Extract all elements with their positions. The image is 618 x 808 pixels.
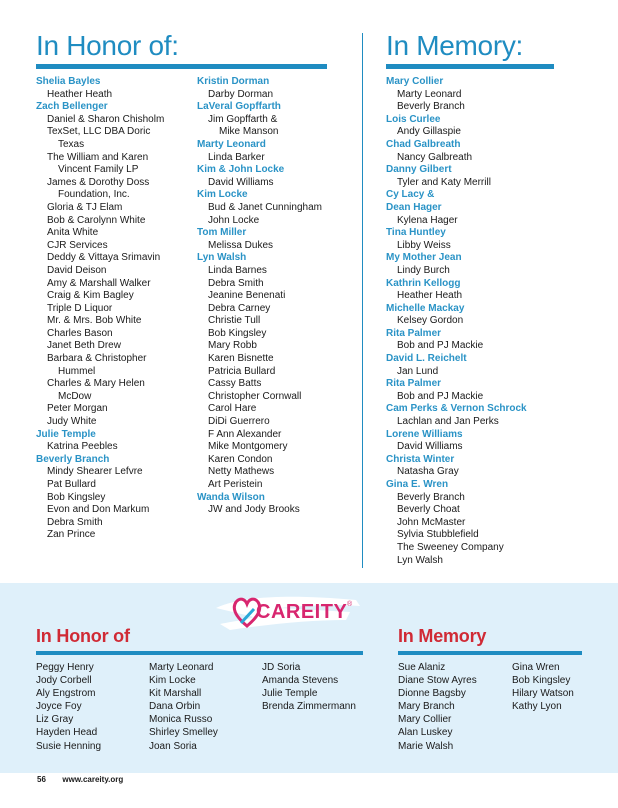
donor-name: Charles & Mary Helen — [47, 378, 145, 390]
donor-name: The William and Karen — [47, 151, 149, 163]
donor-name: Janet Beth Drew — [47, 340, 121, 352]
donor-name: Darby Dorman — [208, 88, 274, 100]
donor-name: Deddy & Vittaya Srimavin — [47, 252, 161, 264]
careity-list-item: Hilary Watson — [512, 688, 574, 700]
donor-name: Mindy Shearer Lefvre — [47, 466, 143, 478]
donor-name: Marty Leonard — [397, 88, 462, 100]
donor-name: Debra Smith — [47, 516, 103, 528]
donor-name: Debra Carney — [208, 302, 271, 314]
donor-name: Kylena Hager — [397, 214, 458, 226]
careity-list-item: Joan Soria — [149, 740, 197, 752]
careity-list-item: Brenda Zimmermann — [262, 701, 356, 713]
careity-list-item: Bob Kingsley — [512, 675, 571, 687]
donor-name: Patricia Bullard — [208, 365, 276, 377]
donor-name: James & Dorothy Doss — [47, 176, 150, 188]
donor-name: Linda Barker — [208, 151, 265, 163]
donor-name: Triple D Liquor — [47, 302, 113, 314]
donor-name: F Ann Alexander — [208, 428, 282, 440]
careity-honor-col-1 — [36, 661, 146, 753]
honor-column-2 — [197, 76, 357, 517]
donor-name: Beverly Branch — [397, 491, 465, 503]
careity-memory-col-1 — [398, 661, 510, 753]
careity-list-item: Amanda Stevens — [262, 675, 339, 687]
honoree-name: My Mother Jean — [386, 252, 462, 264]
donor-name: Lindy Burch — [397, 264, 450, 276]
honoree-name: David L. Reichelt — [386, 353, 467, 365]
careity-list-item: Aly Engstrom — [36, 688, 96, 700]
donor-name: Barbara & Christopher — [47, 353, 147, 365]
careity-honor-col-2 — [149, 661, 259, 753]
honoree-name: Kim & John Locke — [197, 164, 285, 176]
careity-list-item: Kathy Lyon — [512, 701, 562, 713]
page-footer — [37, 775, 123, 784]
donor-name: Bob and PJ Mackie — [397, 340, 484, 352]
donor-name: Jan Lund — [397, 365, 439, 377]
honoree-name: Kristin Dorman — [197, 76, 270, 87]
honoree-name: Kim Locke — [197, 189, 248, 201]
donor-name: DiDi Guerrero — [208, 416, 270, 428]
careity-list-item: Alan Luskey — [398, 727, 453, 739]
donor-name: Zan Prince — [47, 529, 96, 541]
honoree-name: Chad Galbreath — [386, 138, 461, 150]
careity-honor-title: In Honor of — [36, 626, 130, 646]
careity-list-item: Sue Alaniz — [398, 662, 446, 673]
honoree-name: Cam Perks & Vernon Schrock — [386, 403, 527, 415]
careity-logo — [210, 590, 362, 634]
donor-name: Andy Gillaspie — [397, 126, 461, 138]
careity-list-item: Gina Wren — [512, 662, 560, 673]
donor-name: Peter Morgan — [47, 403, 108, 415]
donor-name-continued: Foundation, Inc. — [58, 189, 130, 201]
registered-mark: ® — [347, 601, 353, 608]
donor-name: Karen Bisnette — [208, 353, 274, 365]
donor-name: Amy & Marshall Walker — [47, 277, 151, 289]
honoree-name: Tom Miller — [197, 227, 247, 239]
careity-list-item: Mary Collier — [398, 714, 452, 726]
honoree-name: Marty Leonard — [197, 138, 266, 150]
honoree-name: Rita Palmer — [386, 378, 442, 390]
donor-name: Bud & Janet Cunningham — [208, 201, 322, 213]
column-divider — [362, 33, 363, 568]
careity-list-item: Monica Russo — [149, 714, 213, 726]
donor-name: The Sweeney Company — [397, 541, 504, 553]
donor-name: Katrina Peebles — [47, 441, 118, 453]
donor-name: Bob Kingsley — [208, 327, 267, 339]
honoree-name: Michelle Mackay — [386, 302, 465, 314]
careity-memory-title: In Memory — [398, 626, 487, 646]
donor-name: Beverly Branch — [397, 101, 465, 113]
careity-list-item: JD Soria — [262, 662, 301, 673]
donor-name-continued: Hummel — [58, 365, 96, 377]
honoree-name: Mary Collier — [386, 76, 444, 87]
donor-name: Lyn Walsh — [397, 554, 443, 566]
careity-memory-rule — [398, 651, 582, 655]
donor-name: Charles Bason — [47, 327, 113, 339]
honoree-name: Rita Palmer — [386, 327, 442, 339]
donor-name: Netty Mathews — [208, 466, 275, 478]
honoree-name: Lyn Walsh — [197, 252, 247, 264]
careity-list-item: Hayden Head — [36, 727, 98, 739]
donor-name: Sylvia Stubblefield — [397, 529, 479, 541]
donor-name: Heather Heath — [47, 88, 113, 100]
donor-name: Bob and PJ Mackie — [397, 390, 484, 402]
honoree-name: Cy Lacy & — [386, 189, 435, 201]
careity-list-item: Kit Marshall — [149, 688, 202, 700]
honoree-name: Julie Temple — [36, 428, 96, 440]
donor-name: Judy White — [47, 416, 97, 428]
honoree-name: Zach Bellenger — [36, 101, 108, 113]
donor-name: Karen Condon — [208, 453, 273, 465]
donor-name: Beverly Choat — [397, 504, 460, 516]
donor-name: Linda Barnes — [208, 264, 267, 276]
donor-name: Craig & Kim Bagley — [47, 290, 134, 302]
donor-name: TexSet, LLC DBA Doric — [47, 126, 151, 138]
honoree-name: Lois Curlee — [386, 113, 441, 125]
donor-name: Jeanine Benenati — [208, 290, 286, 302]
donor-name: Bob & Carolynn White — [47, 214, 146, 226]
donor-name: John Locke — [208, 214, 260, 226]
honor-column-1 — [36, 76, 196, 542]
honoree-name: Kathrin Kellogg — [386, 277, 461, 289]
donor-name: Jim Gopffarth & — [208, 113, 278, 125]
careity-list-item: Jody Corbell — [36, 675, 92, 687]
honoree-name: Danny Gilbert — [386, 164, 452, 176]
honoree-name: LaVeral Gopffarth — [197, 101, 281, 113]
in-memory-title: In Memory: — [386, 30, 524, 61]
honoree-name: Tina Huntley — [386, 227, 446, 239]
careity-list-item: Mary Branch — [398, 701, 455, 713]
donor-name: Melissa Dukes — [208, 239, 274, 251]
donor-name: Bob Kingsley — [47, 491, 106, 503]
donor-name: Mr. & Mrs. Bob White — [47, 315, 142, 327]
honoree-name: Gina E. Wren — [386, 479, 449, 490]
honor-title-rule — [36, 64, 327, 69]
donor-name: Heather Heath — [397, 290, 463, 302]
donor-name: Nancy Galbreath — [397, 151, 473, 163]
donor-name-continued: Texas — [58, 138, 85, 150]
in-honor-title: In Honor of: — [36, 30, 179, 61]
honoree-name: Wanda Wilson — [197, 491, 265, 503]
donor-name: David Williams — [397, 441, 463, 453]
donor-name: Libby Weiss — [397, 239, 451, 251]
donor-name: Mike Montgomery — [208, 441, 288, 453]
donor-name: JW and Jody Brooks — [208, 504, 300, 516]
honoree-name: Christa Winter — [386, 453, 455, 465]
memory-column — [386, 76, 586, 567]
donor-name: CJR Services — [47, 239, 108, 251]
donor-name: Lachlan and Jan Perks — [397, 416, 499, 428]
memory-title-rule — [386, 64, 554, 69]
careity-list-item: Peggy Henry — [36, 662, 94, 673]
donor-name: Mary Robb — [208, 340, 257, 352]
donor-name: David Deison — [47, 264, 107, 276]
careity-list-item: Kim Locke — [149, 675, 196, 687]
careity-list-item: Joyce Foy — [36, 701, 82, 713]
donor-name: Natasha Gray — [397, 466, 459, 478]
donor-name: Carol Hare — [208, 403, 257, 415]
careity-list-item: Marie Walsh — [398, 740, 454, 752]
footer-url: www.careity.org — [62, 775, 124, 784]
donor-name: Cassy Batts — [208, 378, 262, 390]
donor-name: Pat Bullard — [47, 479, 96, 490]
donor-name: Evon and Don Markum — [47, 504, 150, 516]
donor-name: David Williams — [208, 176, 274, 188]
careity-list-item: Julie Temple — [262, 688, 318, 700]
careity-list-item: Marty Leonard — [149, 662, 214, 673]
donor-name: Gloria & TJ Elam — [47, 201, 123, 213]
careity-list-item: Shirley Smelley — [149, 727, 218, 739]
careity-list-item: Liz Gray — [36, 714, 74, 726]
donor-name: John McMaster — [397, 516, 466, 528]
donor-name: Daniel & Sharon Chisholm — [47, 113, 165, 125]
careity-memory-col-2 — [512, 661, 612, 713]
donor-name: Kelsey Gordon — [397, 315, 464, 327]
donor-name-continued: Vincent Family LP — [58, 164, 139, 176]
careity-honor-col-3 — [262, 661, 372, 713]
donor-name: Tyler and Katy Merrill — [397, 176, 491, 188]
careity-list-item: Dana Orbin — [149, 701, 201, 713]
donor-name-continued: Mike Manson — [219, 126, 279, 138]
careity-list-item: Dionne Bagsby — [398, 688, 466, 700]
donor-name: Art Peristein — [208, 479, 263, 490]
honoree-name: Shelia Bayles — [36, 76, 101, 87]
donor-name: Christopher Cornwall — [208, 390, 302, 402]
honoree-name: Lorene Williams — [386, 428, 463, 440]
logo-wordmark: CAREITY — [256, 601, 348, 623]
careity-list-item: Diane Stow Ayres — [398, 675, 477, 687]
careity-honor-rule — [36, 651, 363, 655]
honoree-name: Dean Hager — [386, 201, 442, 213]
donor-name: Debra Smith — [208, 277, 264, 289]
donor-name-continued: McDow — [58, 390, 92, 402]
donor-name: Christie Tull — [208, 315, 261, 327]
careity-list-item: Susie Henning — [36, 740, 102, 752]
donor-name: Anita White — [47, 227, 99, 239]
honoree-name: Beverly Branch — [36, 453, 110, 465]
page-number: 56 — [37, 775, 46, 784]
